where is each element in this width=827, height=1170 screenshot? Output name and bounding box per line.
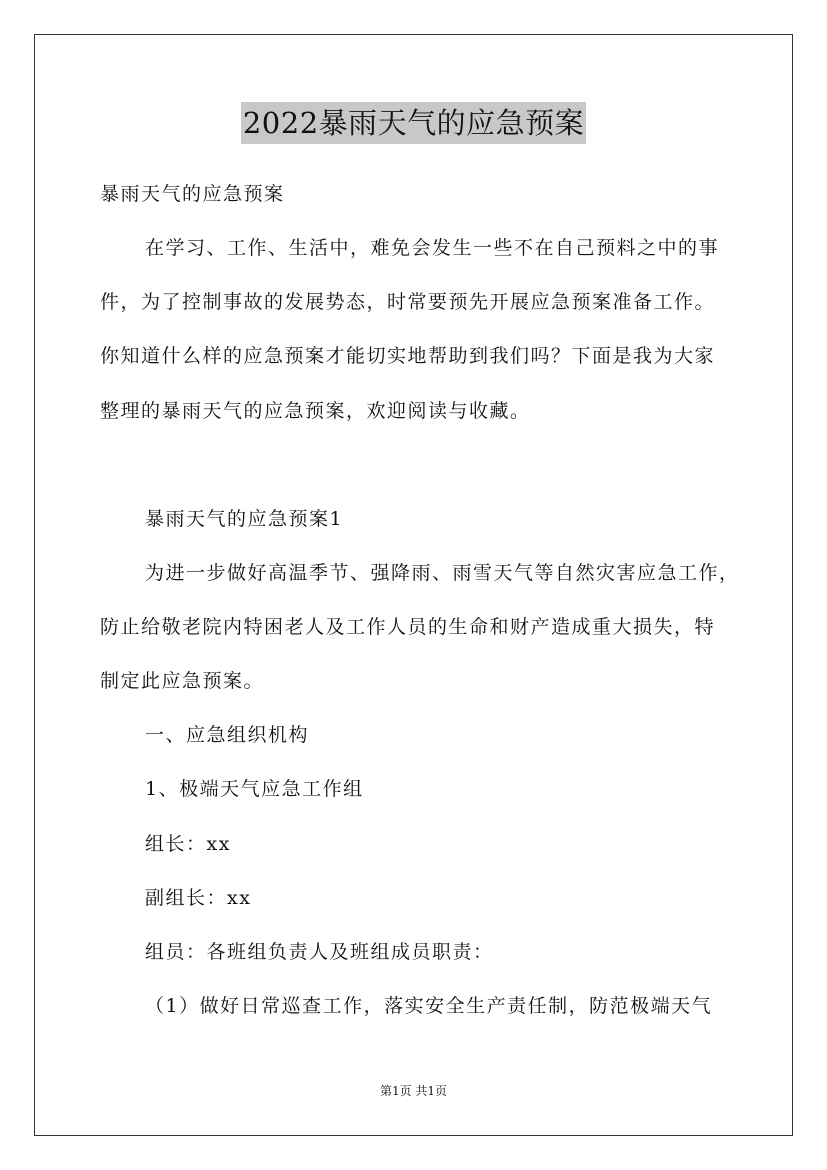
title-container	[0, 102, 827, 144]
intro-line-4: 整理的暴雨天气的应急预案，欢迎阅读与收藏。	[100, 400, 531, 422]
leader-line: 组长：xx	[145, 833, 231, 855]
section-line-1: 为进一步做好高温季节、强降雨、雨雪天气等自然灾害应急工作，	[145, 562, 740, 584]
section-heading: 暴雨天气的应急预案1	[145, 508, 344, 530]
page-footer: 第1页 共1页	[379, 1084, 448, 1098]
section-line-2: 防止给敬老院内特困老人及工作人员的生命和财产造成重大损失，特	[100, 616, 716, 638]
org-heading: 一、应急组织机构	[145, 724, 310, 746]
intro-line-1: 在学习、工作、生活中，难免会发生一些不在自己预料之中的事	[145, 237, 720, 259]
document-subtitle: 暴雨天气的应急预案	[100, 183, 285, 205]
intro-line-3: 你知道什么样的应急预案才能切实地帮助到我们吗？下面是我为大家	[100, 345, 716, 367]
members-line: 组员：各班组负责人及班组成员职责：	[145, 941, 494, 963]
intro-line-2: 件，为了控制事故的发展势态，时常要预先开展应急预案准备工作。	[100, 291, 716, 313]
document-title: 2022暴雨天气的应急预案	[241, 102, 586, 144]
deputy-leader-line: 副组长：xx	[145, 887, 252, 909]
group-heading: 1、极端天气应急工作组	[145, 778, 364, 800]
section-line-3: 制定此应急预案。	[100, 670, 265, 692]
item-1-line: （1）做好日常巡查工作，落实安全生产责任制，防范极端天气	[145, 995, 713, 1017]
